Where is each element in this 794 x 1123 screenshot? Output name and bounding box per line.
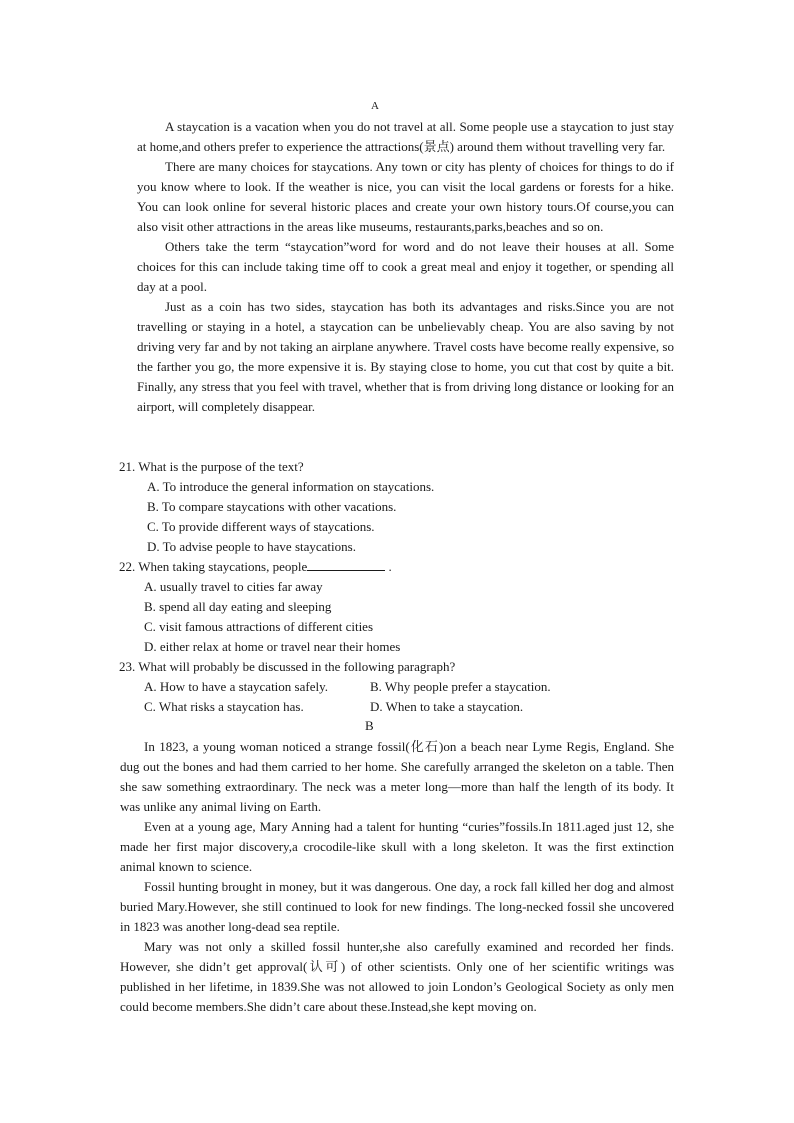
question-23-options-row-1 (119, 677, 551, 697)
question-21-option-d: D. To advise people to have staycations. (147, 539, 356, 554)
question-23 (119, 657, 551, 717)
question-22-option-c: C. visit famous attractions of different cities (144, 619, 374, 634)
question-22-stem-end: . (385, 559, 392, 574)
question-22-option-b: B. spend all day eating and sleeping (144, 599, 332, 614)
passage-a-paragraph-3: Others take the term “staycation”word for word and do not leave their houses at all. Some choices for this can include taking time off to cook a great meal and enjoy it together, or spending all day at a pool. (137, 239, 674, 294)
question-22-stem-text: 22. When taking staycations, people (119, 559, 308, 574)
question-23-options-row-2 (119, 697, 551, 717)
section-a-heading: A (371, 100, 379, 112)
question-23-option-c: C. What risks a staycation has. (144, 699, 304, 714)
question-22-option-d: D. either relax at home or travel near their homes (144, 639, 401, 654)
question-21-option-b: B. To compare staycations with other vacations. (147, 499, 397, 514)
question-22-option-a: A. usually travel to cities far away (144, 579, 323, 594)
passage-b-paragraph-3: Fossil hunting brought in money, but it was dangerous. One day, a rock fall killed her dog and almost buried Mary.However, she still continued to look for new findings. The long-necked fossil she uncovered in 1823 was another long-dead sea reptile. (120, 879, 674, 934)
question-21-stem: 21. What is the purpose of the text? (119, 459, 304, 474)
question-21-option-c: C. To provide different ways of staycations. (147, 519, 375, 534)
question-21-option-a: A. To introduce the general information on staycations. (147, 479, 435, 494)
passage-b (120, 737, 674, 1017)
question-22 (119, 557, 400, 657)
passage-b-paragraph-2: Even at a young age, Mary Anning had a talent for hunting “curies”fossils.In 1811.aged just 12, she made her first major discovery,a crocodile-like skull with a long skeleton. It was the first extinction animal known to science. (120, 819, 674, 874)
passage-a-paragraph-1: A staycation is a vacation when you do not travel at all. Some people use a staycation to just stay at home,and others prefer to experience the attractions(景点) around them without travelling very far. (137, 119, 674, 154)
passage-a-paragraph-2: There are many choices for staycations. Any town or city has plenty of choices for things to do if you know where to look. If the weather is nice, you can visit the local gardens or forests for a hike. You can look online for several historic places and create your own history tours.Of course,you can also visit other attractions in the areas like museums, restaurants,parks,beaches and so on. (137, 159, 674, 234)
passage-b-paragraph-1: In 1823, a young woman noticed a strange fossil(化石)on a beach near Lyme Regis, England. She dug out the bones and had them carried to her home. She carefully arranged the skeleton on a table. Then she saw something extraordinary. The neck was a meter long—more than half the length of its body. It was unlike any animal living on Earth. (120, 739, 674, 814)
question-22-stem (119, 557, 400, 577)
passage-a (137, 117, 674, 417)
passage-a-paragraph-4: Just as a coin has two sides, staycation has both its advantages and risks.Since you are not travelling or staying in a hotel, a staycation can be unbelievably cheap. You are also saving by not driving very far and by not taking an airplane anywhere. Travel costs have become really expensive, so the farther you go, the more expensive it is. By staying close to home, you cut that cost by quite a bit. Finally, any stress that you feel with travel, whether that is from driving long distance or looking for an airport, will completely disappear. (137, 299, 674, 414)
question-23-option-a: A. How to have a staycation safely. (144, 679, 328, 694)
question-23-stem: 23. What will probably be discussed in the following paragraph? (119, 659, 456, 674)
answer-blank (307, 558, 385, 571)
section-b-heading: B (365, 718, 374, 733)
question-23-option-d: D. When to take a staycation. (370, 699, 524, 714)
passage-b-paragraph-4: Mary was not only a skilled fossil hunter,she also carefully examined and recorded her finds. However, she didn’t get approval(认可) of other scientists. Only one of her scientific writings was published in her lifetime, in 1839.She was not allowed to join London’s Geological Society as only men could become members.She didn’t care about these.Instead,she kept moving on. (120, 939, 674, 1014)
question-23-option-b: B. Why people prefer a staycation. (370, 679, 551, 694)
question-21 (119, 457, 434, 557)
